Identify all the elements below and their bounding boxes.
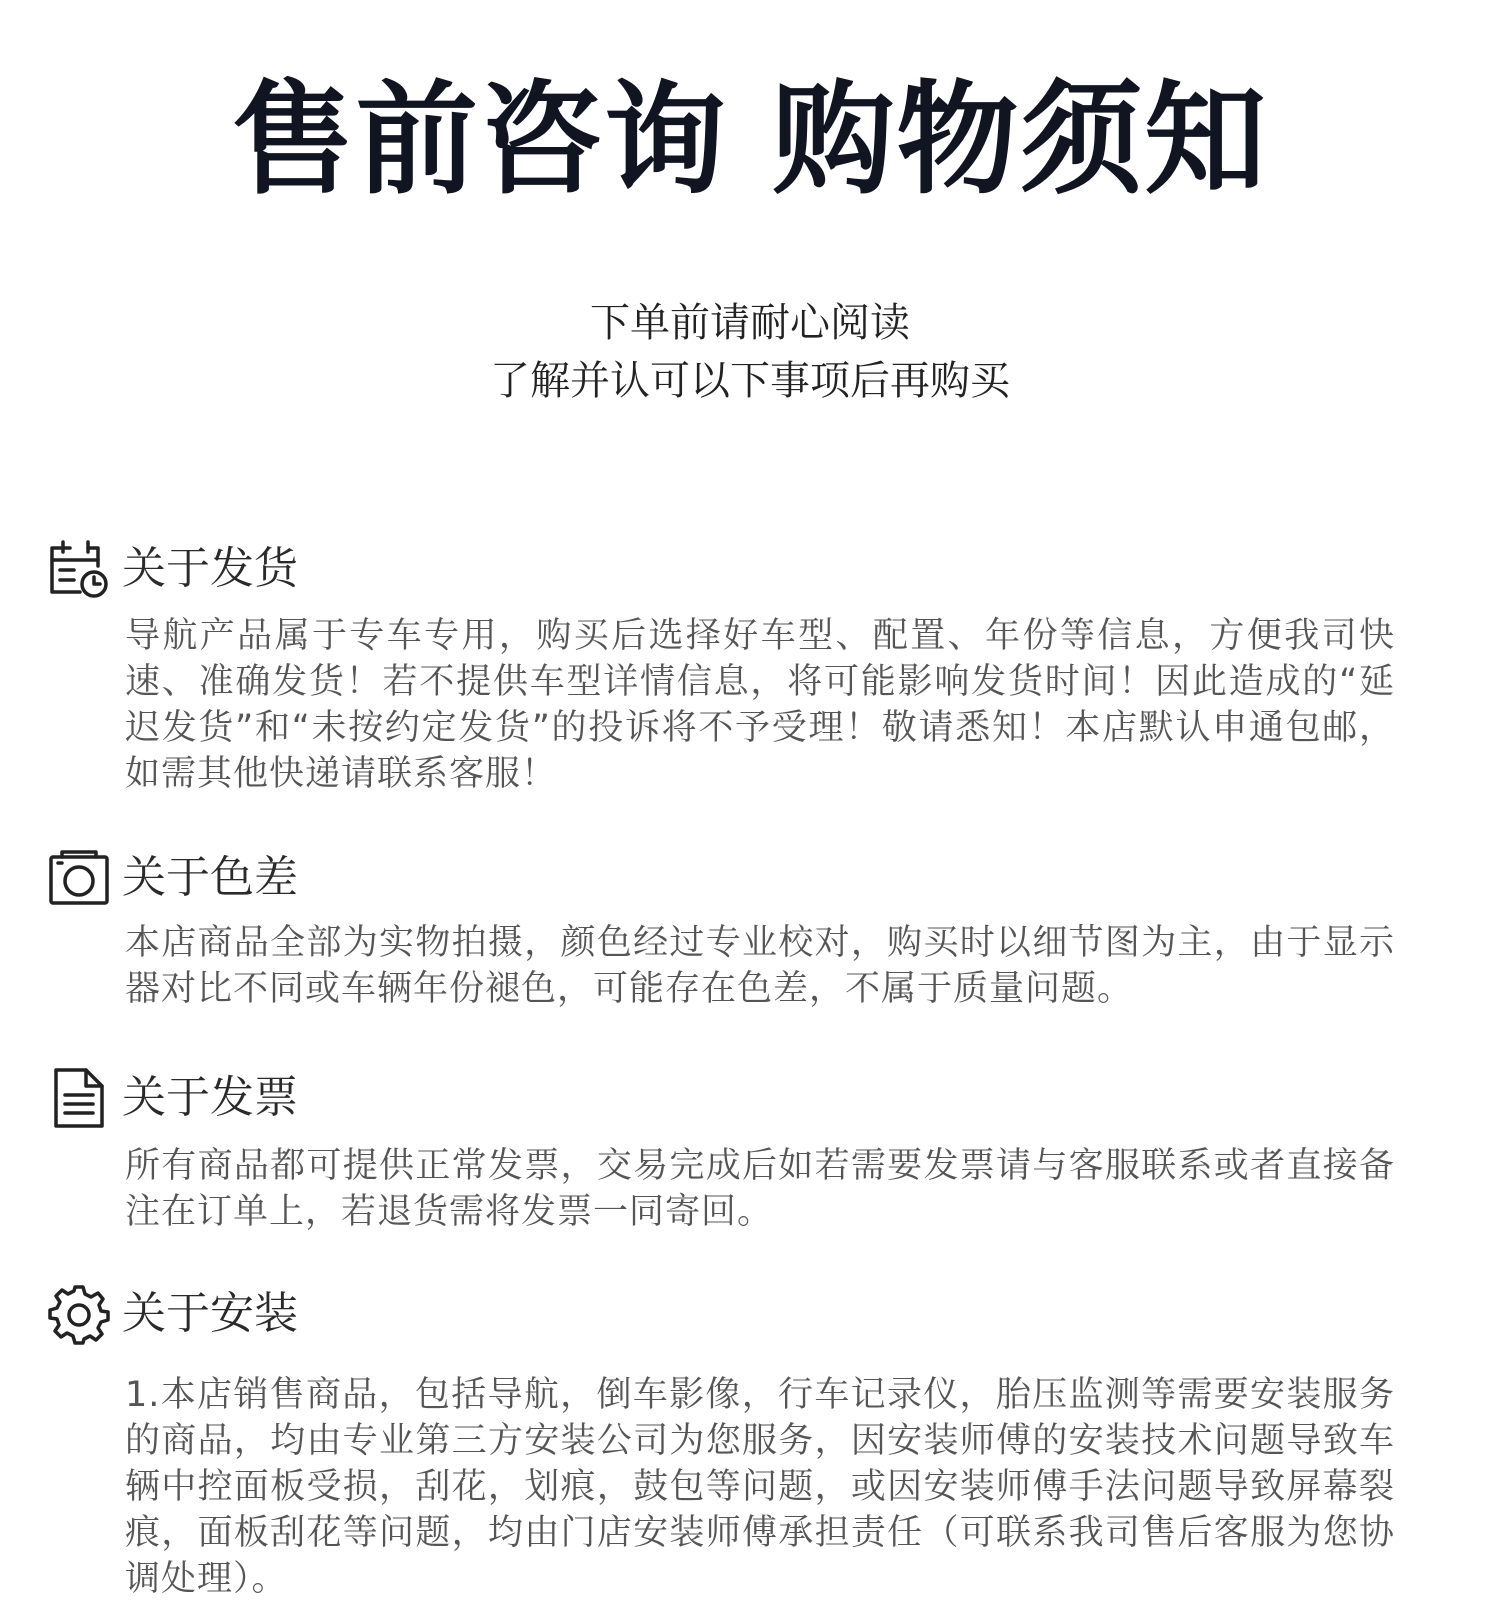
section-body-shipping: 导航产品属于专车专用，购买后选择好车型、配置、年份等信息，方便我司快速、准确发货！若不提供车型详情信息，将可能影响发货时间！因此造成的“延迟发货”和“未按约定发货”的投诉将不予受理！敬请悉知！本店默认申通包邮，如需其他快递请联系客服！ <box>125 616 1395 794</box>
camera-icon <box>48 847 110 909</box>
section-body-color: 本店商品全部为实物拍摄，颜色经过专业校对，购买时以细节图为主，由于显示器对比不同或车辆年份褪色，可能存在色差，不属于质量问题。 <box>125 923 1395 1009</box>
section-header-shipping <box>48 538 298 600</box>
section-body-invoice: 所有商品都可提供正常发票，交易完成后如若需要发票请与客服联系或者直接备注在订单上，若退货需将发票一同寄回。 <box>125 1146 1395 1232</box>
section-header-install <box>48 1283 298 1345</box>
section-title-install: 关于安装 <box>122 1288 298 1339</box>
page-title: 售前咨询 购物须知 <box>231 69 1269 211</box>
section-body-install: 1.本店销售商品，包括导航，倒车影像，行车记录仪，胎压监测等需要安装服务的商品，均由专业第三方安装公司为您服务，因安装师傅的安装技术问题导致车辆中控面板受损，刮花，划痕，鼓包等问题，或因安装师傅手法问题导致屏幕裂痕，面板刮花等问题，均由门店安装师傅承担责任（可联系我司售后客服为您协调处理）。 <box>125 1375 1395 1599</box>
section-header-invoice <box>48 1067 298 1129</box>
section-title-invoice: 关于发票 <box>122 1072 298 1123</box>
section-header-color <box>48 847 298 909</box>
calendar-clock-icon <box>48 538 110 600</box>
subtitle-line-1: 下单前请耐心阅读 <box>590 300 910 346</box>
gear-icon <box>48 1283 110 1345</box>
section-title-shipping: 关于发货 <box>122 543 298 594</box>
section-title-color: 关于色差 <box>122 852 298 903</box>
document-icon <box>48 1067 110 1129</box>
subtitle-line-2: 了解并认可以下事项后再购买 <box>490 358 1010 404</box>
